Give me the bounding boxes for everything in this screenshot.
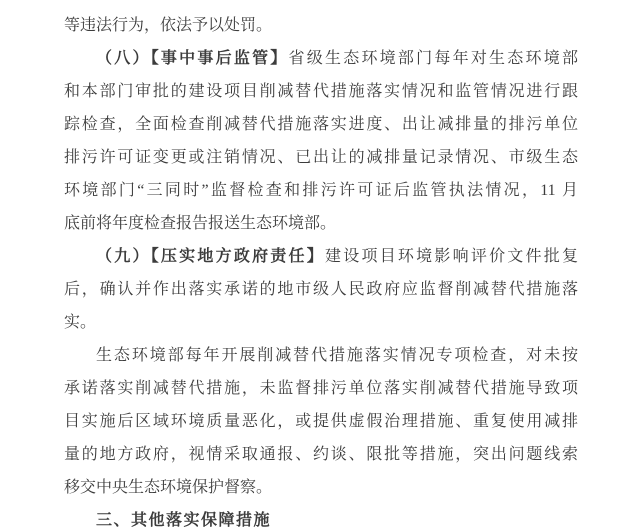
text-line xyxy=(64,108,578,141)
text-segment: 建设项目环境影响评价文件批复 xyxy=(325,248,578,265)
text-line xyxy=(64,207,578,240)
text-line xyxy=(64,372,578,405)
text-segment: 量的地方政府，视情采取通报、约谈、限批等措施，突出问题线索 xyxy=(64,446,578,463)
text-line xyxy=(64,9,578,42)
text-segment: 承诺落实削减替代措施，未监督排污单位落实削减替代措施导致项 xyxy=(64,380,578,397)
text-segment: 和本部门审批的建设项目削减替代措施落实情况和监管情况进行跟 xyxy=(64,83,578,100)
text-segment: 踪检查，全面检查削减替代措施落实进度、出让减排量的排污单位 xyxy=(64,116,578,133)
text-segment: 生态环境部每年开展削减替代措施落实情况专项检查，对未按 xyxy=(96,347,578,364)
text-segment: 目实施后区域环境质量恶化，或提供虚假治理措施、重复使用减排 xyxy=(64,413,578,430)
text-segment: 省级生态环境部门每年对生态环境部 xyxy=(288,50,578,67)
text-segment: 后，确认并作出落实承诺的地市级人民政府应监督削减替代措施落 xyxy=(64,281,578,298)
text-segment: 等违法行为，依法予以处罚。 xyxy=(64,17,273,34)
text-segment: 环境部门“三同时”监督检查和排污许可证后监管执法情况，11 月 xyxy=(64,182,578,199)
text-segment: 底前将年度检查报告报送生态环境部。 xyxy=(64,215,337,232)
text-line xyxy=(64,306,578,339)
text-line xyxy=(64,141,578,174)
text-line xyxy=(64,339,578,372)
document-body xyxy=(64,9,578,528)
text-line xyxy=(64,42,578,75)
text-line xyxy=(64,438,578,471)
bold-label: （八）【事中事后监管】 xyxy=(96,50,289,67)
bold-label: （九）【压实地方政府责任】 xyxy=(96,248,325,265)
text-segment: 移交中央生态环境保护督察。 xyxy=(64,479,273,496)
text-segment: 排污许可证变更或注销情况、已出让的减排量记录情况、市级生态 xyxy=(64,149,578,166)
text-line xyxy=(64,240,578,273)
text-line xyxy=(64,174,578,207)
text-segment: 实。 xyxy=(64,314,97,331)
text-line xyxy=(64,273,578,306)
bold-label: 三、其他落实保障措施 xyxy=(96,512,272,528)
text-line xyxy=(64,405,578,438)
text-line xyxy=(64,75,578,108)
section-heading xyxy=(64,504,578,528)
text-line xyxy=(64,471,578,504)
